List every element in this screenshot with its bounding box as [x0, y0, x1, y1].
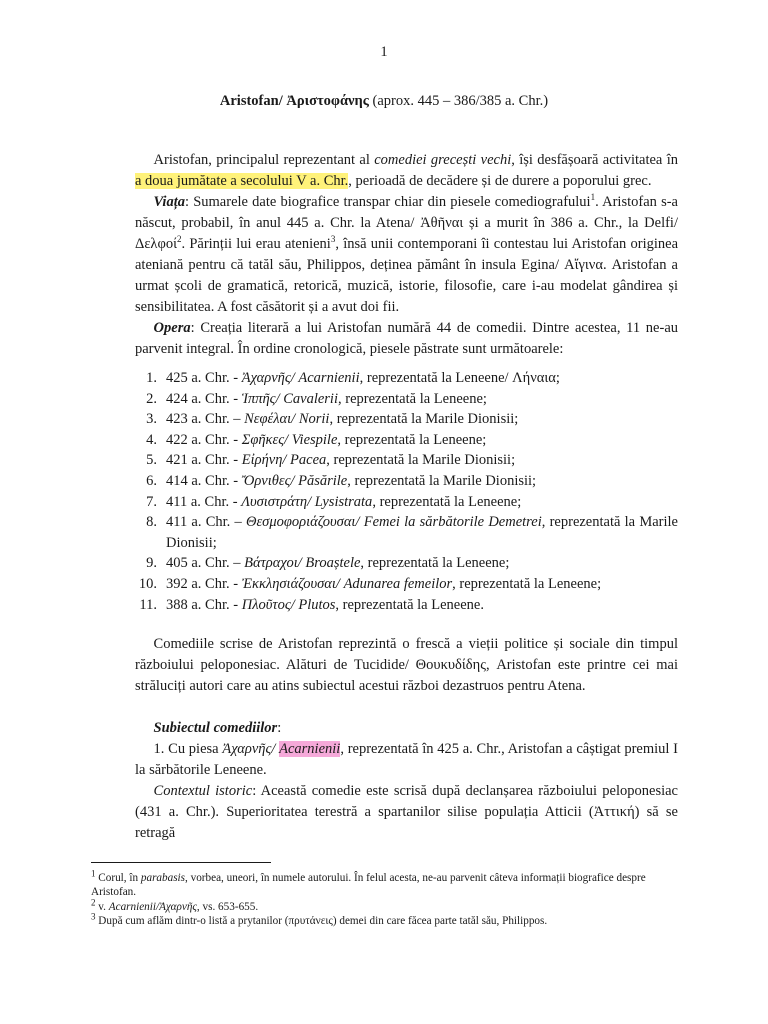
- list-item: [135, 368, 678, 389]
- footnote-ref-1[interactable]: 1: [590, 192, 596, 203]
- list-item-text: [166, 512, 678, 553]
- item1-greek: Ἀχαρνῆς/: [222, 741, 280, 758]
- item1-highlight: Acarnienii: [279, 741, 341, 758]
- list-item: [135, 492, 678, 513]
- work-date: 392 a. Chr. -: [166, 575, 242, 592]
- work-date: 423 a. Chr. –: [166, 411, 245, 428]
- footnote-text: v.: [95, 900, 109, 913]
- footnote-ref-2[interactable]: 2: [176, 234, 182, 245]
- context-text: : Această comedie este scrisă după declanșarea războiului peloponesiac (431 a. Chr.). Superioritatea terestră a spartanilor silise populația Atticii (Ἀττική) să se retragă: [135, 783, 678, 842]
- list-item-number: 6.: [146, 472, 157, 489]
- work-title: Θεσμοφοριάζουσαι/ Femei la sărbătorile Demetrei: [245, 514, 542, 531]
- opera-label: Opera: [153, 320, 191, 336]
- footnote-text: , vs. 653-655.: [196, 900, 259, 913]
- footnote: [91, 868, 681, 900]
- page-title: [0, 93, 768, 110]
- list-item: [135, 595, 678, 616]
- footnote-number: 1: [91, 868, 96, 879]
- item1-paragraph: [135, 739, 678, 781]
- context-label: Contextul istoric: [153, 783, 253, 800]
- work-date: 421 a. Chr. -: [166, 452, 242, 469]
- list-item-number: 7.: [146, 493, 157, 510]
- list-item-text: [166, 471, 678, 492]
- list-item-number: 10.: [138, 575, 157, 592]
- intro-italic: comediei grecești vechi: [374, 152, 512, 168]
- work-venue: , reprezentată la Leneene;: [452, 575, 602, 592]
- list-item-number: 8.: [146, 514, 157, 531]
- footnote: [91, 911, 681, 928]
- context-paragraph: [135, 781, 678, 844]
- list-item-number: 3.: [146, 411, 157, 428]
- list-item: [135, 553, 678, 574]
- work-date: 414 a. Chr. -: [166, 472, 242, 489]
- intro-text-1: Aristofan, principalul reprezentant al: [153, 152, 375, 168]
- list-item-text: [166, 368, 678, 389]
- works-list: [135, 368, 678, 615]
- list-item: [135, 574, 678, 595]
- list-item: [135, 389, 678, 410]
- work-title: Βάτραχοι/ Broaștele: [244, 555, 361, 572]
- intro-paragraph: [135, 150, 678, 192]
- opera-paragraph: [135, 318, 678, 360]
- subiect-heading: [135, 718, 678, 739]
- list-item-text: [166, 492, 678, 513]
- viata-text-4: , însă unii contemporani îi contestau lui Aristofan originea ateniană pentru că tatăl său, Philippos, deținea pământ în insula Egina/ Αἴγινα. Aristofan a urmat școli de gramatică, retorică, muzică, istorie, filosofie, care i-au modelat gândirea și sensibilitatea. A fost căsătorit și a avut doi fii.: [135, 236, 679, 315]
- work-venue: , reprezentată la Leneene;: [337, 431, 487, 448]
- footnote-divider: [91, 862, 271, 863]
- item1-text-1: 1. Cu piesa: [153, 741, 223, 758]
- list-item-number: 11.: [139, 596, 157, 613]
- work-date: 425 a. Chr. -: [166, 370, 242, 386]
- viata-text-1: : Sumarele date biografice transpar chiar din piesele comediografului: [184, 194, 591, 210]
- footnote-ref-3[interactable]: 3: [330, 234, 336, 245]
- footnote-text: Corul, în: [95, 872, 141, 884]
- work-date: 422 a. Chr. -: [166, 431, 242, 448]
- list-item: [135, 430, 678, 451]
- footnote-number: 2: [91, 896, 96, 907]
- intro-text-3: , perioadă de decădere și de durere a poporului grec.: [348, 173, 652, 189]
- viata-paragraph: [135, 192, 678, 318]
- work-venue: , reprezentată la Leneene;: [338, 390, 487, 407]
- list-item-number: 9.: [146, 555, 157, 572]
- work-title: Σφῆκες/ Viespile: [241, 431, 338, 448]
- work-title: Ὄρνιθες/ Păsările: [241, 472, 348, 489]
- list-item-text: [166, 430, 678, 451]
- footnote: [91, 896, 681, 914]
- work-venue: , reprezentată la Marile Dionisii;: [329, 411, 519, 428]
- footnote-text: parabasis: [140, 872, 186, 884]
- spacer: [135, 697, 678, 718]
- list-item-text: [166, 553, 678, 574]
- work-date: 424 a. Chr. -: [166, 390, 242, 407]
- list-item-text: [166, 595, 678, 616]
- work-title: Ἱππῆς/ Cavalerii: [241, 390, 338, 407]
- footnote-text: , vorbea, uneori, în numele autorului. În felul acesta, ne-au parvenit câteva informații biografice despre Aristofan.: [91, 872, 646, 899]
- work-venue: , reprezentată la Leneene/ Λήναια;: [359, 370, 560, 386]
- work-title: Λυσιστράτη/ Lysistrata: [241, 493, 373, 510]
- page-number: 1: [380, 44, 388, 60]
- list-item-number: 4.: [146, 431, 157, 448]
- item1-text-2: , reprezentată în 425 a. Chr., Aristofan a câștigat premiul I la sărbătorile Leneene.: [135, 741, 679, 779]
- title-author: Aristofan/ Ἀριστοφάνης: [219, 93, 369, 109]
- work-venue: , reprezentată la Leneene.: [335, 596, 484, 613]
- footnote-text: Acarnienii/Ἀχαρνῆς: [108, 900, 197, 913]
- work-title: Νεφέλαι/ Norii: [244, 411, 330, 428]
- opera-text: : Creația literară a lui Aristofan numără 44 de comedii. Dintre acestea, 11 ne-au parvenit integral. În ordine cronologică, piesele păstrate sunt următoarele:: [135, 320, 678, 357]
- work-title: Εἰρήνη/ Pacea: [241, 452, 327, 469]
- list-item: [135, 409, 678, 430]
- intro-highlight: a doua jumătate a secolului V a. Chr.: [135, 173, 349, 189]
- work-title: Πλοῦτος/ Plutos: [241, 596, 336, 613]
- viata-label: Viața: [153, 194, 185, 210]
- title-dates: (aprox. 445 – 386/385 a. Chr.): [368, 93, 549, 109]
- list-item-text: [166, 389, 678, 410]
- list-item-number: 5.: [146, 452, 157, 469]
- viata-text-2: . Aristofan s-a născut, probabil, în anul 445 a. Chr. la Atena/ Ἀθῆναι și a murit în 386 a. Chr., la Delfi/ Δελφοί: [135, 194, 678, 252]
- intro-text-2: , își desfășoară activitatea în: [511, 152, 678, 168]
- list-item-text: [166, 574, 678, 595]
- list-item: [135, 471, 678, 492]
- list-item: [135, 512, 678, 553]
- footnote-number: 3: [91, 911, 96, 922]
- list-item-text: [166, 409, 678, 430]
- work-venue: , reprezentată la Leneene;: [360, 555, 510, 572]
- work-title: Ἐκκλησιάζουσαι/ Adunarea femeilor: [241, 575, 453, 592]
- list-item: [135, 450, 678, 471]
- work-title: Ἀχαρνῆς/ Acarnienii: [241, 370, 360, 386]
- subiect-heading-text: Subiectul comediilor: [153, 720, 278, 737]
- footnote-text: După cum aflăm dintr-o listă a prytanilor (πρυτάνεις) demei din care făcea parte tatăl său, Philippos.: [95, 914, 548, 927]
- list-item-number: 1.: [146, 370, 157, 386]
- work-date: 388 a. Chr. -: [166, 596, 242, 613]
- fresco-paragraph: Comediile scrise de Aristofan reprezintă o frescă a vieții politice și sociale din timpul războiului peloponesiac. Alături de Tucidide/ Θουκυδίδης, Aristofan este printre cei mai străluciți autori care au atins subiectul acestui război dezastruos pentru Atena.: [135, 636, 678, 695]
- work-date: 411 a. Chr. –: [166, 514, 246, 531]
- list-item-text: [166, 450, 678, 471]
- work-venue: , reprezentată la Marile Dionisii;: [166, 514, 678, 551]
- work-date: 411 a. Chr. -: [166, 493, 242, 510]
- work-venue: , reprezentată la Marile Dionisii;: [347, 472, 537, 489]
- spacer: [135, 615, 678, 634]
- work-date: 405 a. Chr. –: [166, 555, 245, 572]
- list-item-number: 2.: [146, 390, 157, 407]
- work-venue: , reprezentată la Marile Dionisii;: [326, 452, 516, 469]
- document-body: [135, 150, 678, 844]
- subiect-colon: :: [277, 720, 282, 737]
- viata-text-3: . Părinții lui erau atenieni: [181, 236, 331, 252]
- footnotes: [91, 868, 681, 928]
- work-venue: , reprezentată la Leneene;: [372, 493, 522, 510]
